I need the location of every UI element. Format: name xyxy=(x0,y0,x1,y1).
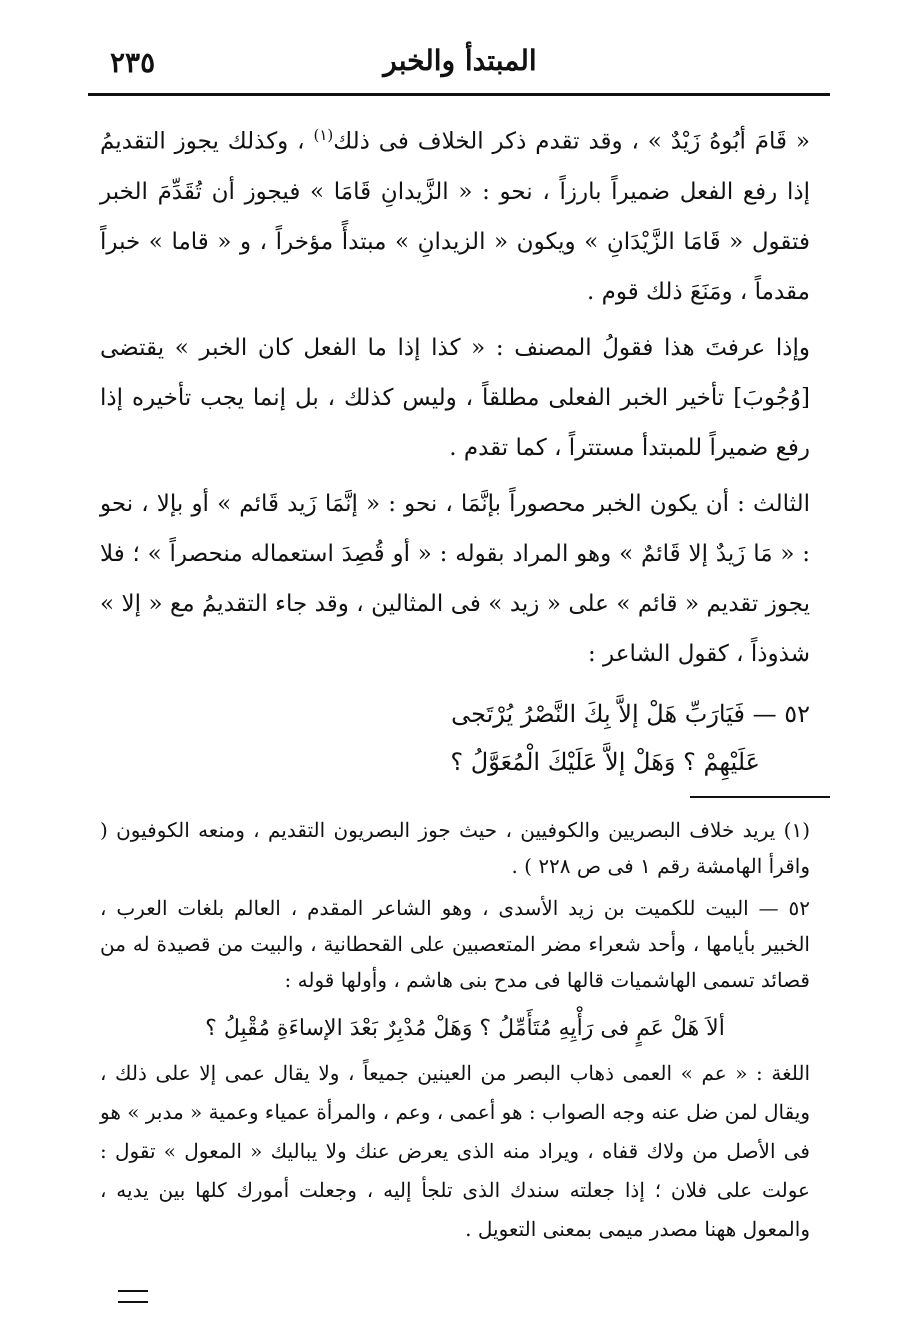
paragraph-2: وإذا عرفتَ هذا فقولُ المصنف : « كذا إذا ما الفعل كان الخبر » يقتضى [وُجُوبَ] تأخير الخبر الفعلى مطلقاً ، وليس كذلك ، بل إنما يجب تأخيره إذا رفع ضميراً للمبتدأ مستتراً ، كما تقدم . xyxy=(100,334,810,461)
poem-line-2: عَلَيْهِمْ ؟ وَهَلْ إلاَّ عَلَيْكَ الْمُعَوَّلُ ؟ xyxy=(450,748,760,776)
main-text xyxy=(100,110,810,679)
poem-line-1: ٥٢ — فَيَارَبِّ هَلْ إلاَّ بِكَ النَّصْرُ يُرْتَجى xyxy=(451,700,810,728)
page-number: ٢٣٥ xyxy=(110,46,156,79)
footnote-separator xyxy=(690,796,830,798)
paragraph-1-rest: ، وكذلك يجوز التقديمُ إذا رفع الفعل ضميراً بارزاً ، نحو : « الزَّيدانِ قَامَا » فيجوز أن تُقَدِّمَ الخبر فتقول « قَامَا الزَّيْدَانِ » ويكون « الزيدانِ » مبتدأً مؤخراً ، و « قاما » خبراً مقدماً ، ومَنَعَ ذلك قوم . xyxy=(100,128,810,305)
footnote-reference: (١) xyxy=(313,126,334,144)
paragraph-1 xyxy=(100,110,810,317)
end-mark xyxy=(118,1290,148,1303)
footnote-verse: ألاَ هَلْ عَمٍ فى رَأْيِهِ مُتَأَمِّلُ ؟ وَهَلْ مُدْبِرٌ بَعْدَ الإساءَةِ مُقْبِلُ ؟ xyxy=(205,1016,725,1041)
running-title: المبتدأ والخبر xyxy=(383,44,537,77)
poem-verse xyxy=(100,690,810,786)
paragraph-3: الثالث : أن يكون الخبر محصوراً بإنَّمَا ، نحو : « إنَّمَا زَيد قَائم » أو بإلا ، نحو : « مَا زَيدٌ إلا قَائمٌ » وهو المراد بقوله : « أو قُصِدَ استعماله منحصراً » ؛ فلا يجوز تقديم « قائم » على « زيد » فى المثالين ، وقد جاء التقديمُ مع « إلا » شذوذاً ، كقول الشاعر : xyxy=(100,490,810,667)
footnote-1: (١) يريد خلاف البصريين والكوفيين ، حيث جوز البصريون التقديم ، ومنعه الكوفيون ( واقرأ الهامشة رقم ١ فى ص ٢٢٨ ) . xyxy=(100,818,810,878)
footnotes xyxy=(100,812,810,1249)
page-header xyxy=(90,40,830,88)
footnote-lexicon: اللغة : « عم » العمى ذهاب البصر من العينين جميعاً ، ولا يقال عمى إلا على ذلك ، ويقال لمن ضل عنه وجه الصواب : هو أعمى ، وعم ، والمرأة عمياء وعمية « مدبر » هو فى الأصل من ولاك قفاه ، ويراد منه الذى يعرض عنك ولا يباليك « المعول » تقول : عولت على فلان ؛ إذا جعلته سندك الذى تلجأ إليه ، وجعلت أمورك كلها بين يديه ، والمعول ههنا مصدر ميمى بمعنى التعويل . xyxy=(100,1061,810,1241)
footnote-52: ٥٢ — البيت للكميت بن زيد الأسدى ، وهو الشاعر المقدم ، العالم بلغات العرب ، الخبير بأيامها ، وأحد شعراء مضر المتعصبين على القحطانية ، والبيت من قصيدة له من قصائد تسمى الهاشميات قالها فى مدح بنى هاشم ، وأولها قوله : xyxy=(100,896,810,992)
header-rule xyxy=(88,93,830,96)
paragraph-1-start: « قَامَ أبُوهُ زَيْدٌ » ، وقد تقدم ذكر الخلاف فى ذلك xyxy=(333,128,810,155)
